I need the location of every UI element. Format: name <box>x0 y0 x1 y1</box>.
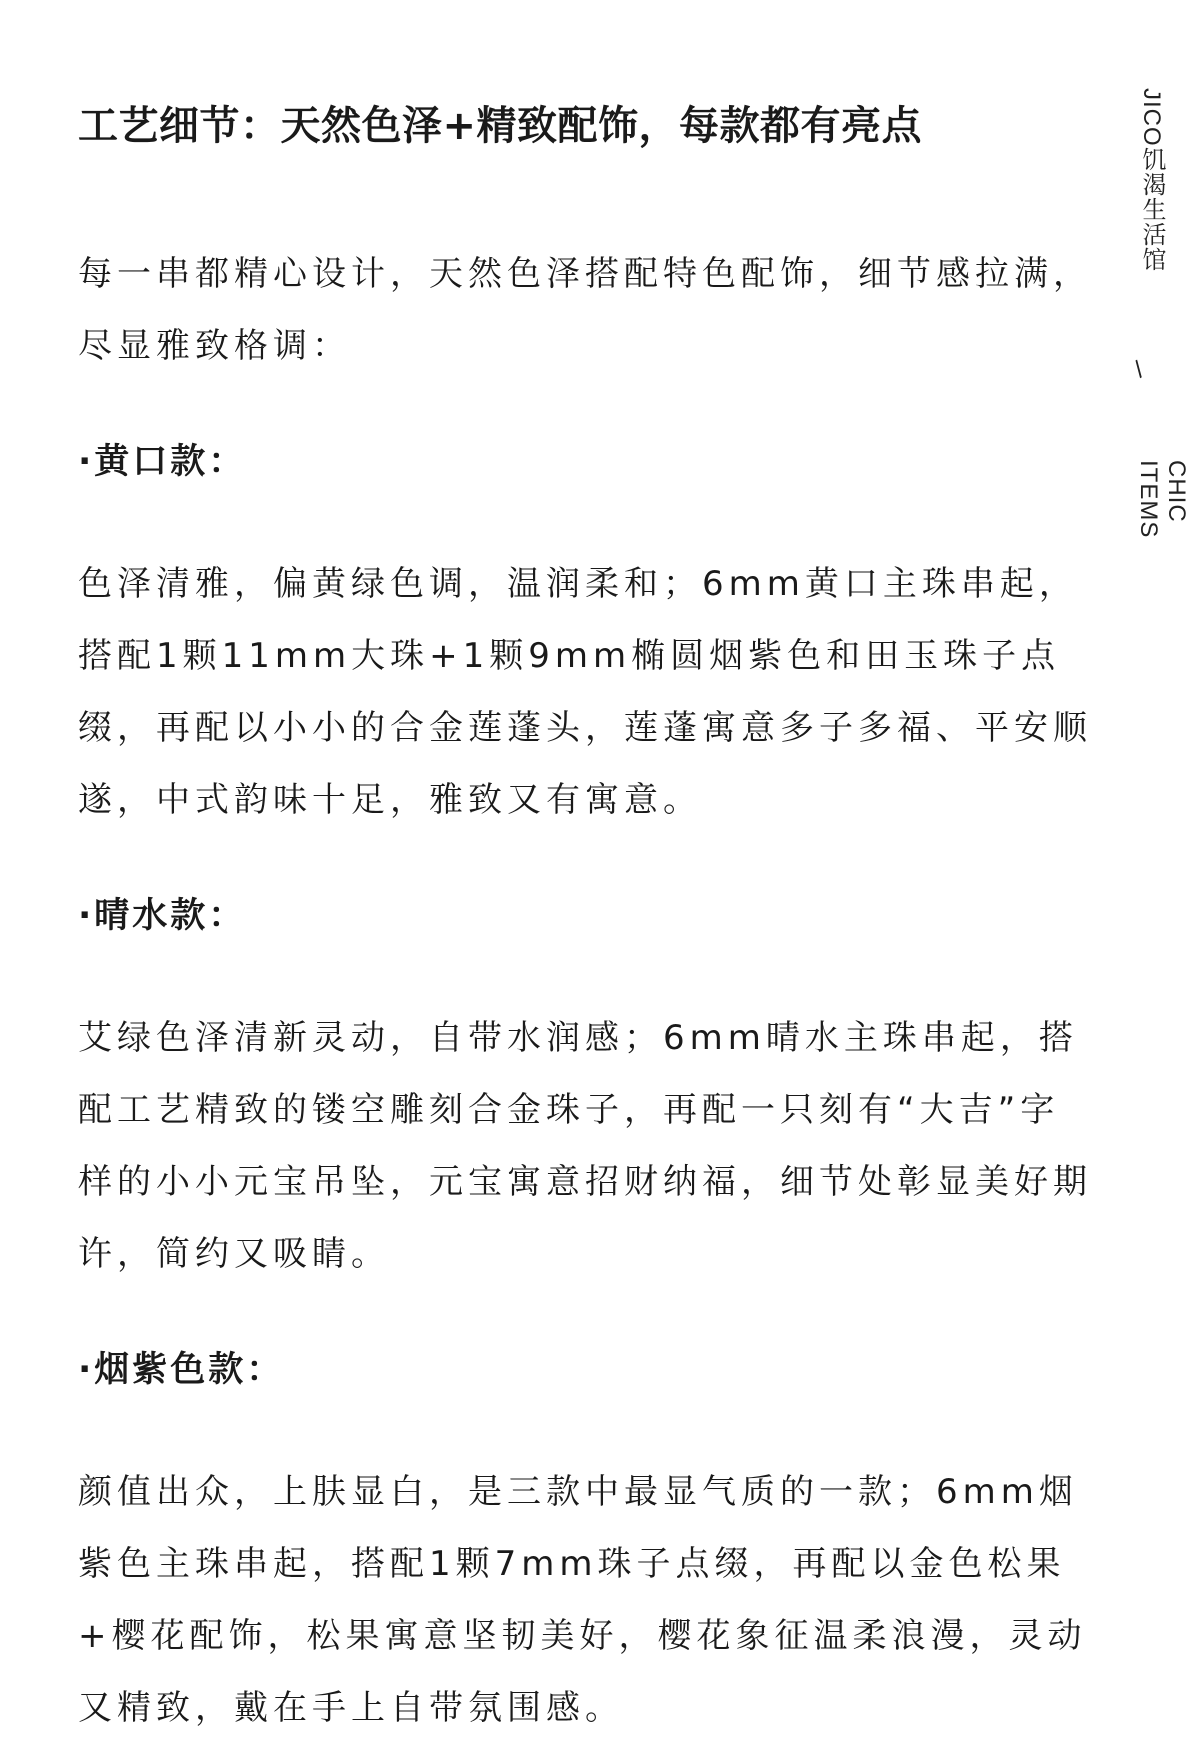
paragraph-line: +樱花配饰，松果寓意坚韧美好，樱花象征温柔浪漫，灵动 <box>78 1616 1087 1656</box>
vertical-brand-sidebar <box>1128 88 1190 608</box>
article-content <box>78 98 1118 1744</box>
section-heading: ·烟紫色款： <box>78 1350 285 1390</box>
paragraph-line: 许，简约又吸睛。 <box>78 1234 390 1274</box>
brand-tagline: CHIC ITEMS <box>1135 460 1190 539</box>
section-heading: ·黄口款： <box>78 442 247 482</box>
intro-paragraph <box>78 238 1118 382</box>
paragraph-line: 艾绿色泽清新灵动，自带水润感；6mm晴水主珠串起，搭 <box>78 1018 1078 1058</box>
paragraph-line: 配工艺精致的镂空雕刻合金珠子，再配一只刻有“大吉”字 <box>78 1090 1060 1130</box>
paragraph-line: 又精致，戴在手上自带氛围感。 <box>78 1688 624 1728</box>
section-yanzi <box>78 1342 1118 1744</box>
brand-name: JICO饥渴生活馆 <box>1138 88 1165 272</box>
paragraph-line: 色泽清雅，偏黄绿色调，温润柔和；6mm黄口主珠串起， <box>78 564 1078 604</box>
paragraph-line: 遂，中式韵味十足，雅致又有寓意。 <box>78 780 702 820</box>
paragraph-line: 颜值出众，上肤显白，是三款中最显气质的一款；6mm烟 <box>78 1472 1078 1512</box>
section-huangkou <box>78 434 1118 836</box>
paragraph-line: 紫色主珠串起，搭配1颗7mm珠子点缀，再配以金色松果 <box>78 1544 1066 1584</box>
section-qingshui <box>78 888 1118 1290</box>
section-paragraph <box>78 1456 1118 1744</box>
page-title: 工艺细节：天然色泽+精致配饰，每款都有亮点 <box>78 103 923 149</box>
section-paragraph <box>78 548 1118 836</box>
paragraph-line: 样的小小元宝吊坠，元宝寓意招财纳福，细节处彰显美好期 <box>78 1162 1092 1202</box>
paragraph-line: 搭配1颗11mm大珠+1颗9mm椭圆烟紫色和田玉珠子点 <box>78 636 1061 676</box>
sidebar-separator: / <box>1129 355 1150 384</box>
paragraph-line: 缀，再配以小小的合金莲蓬头，莲蓬寓意多子多福、平安顺 <box>78 708 1092 748</box>
intro-line: 尽显雅致格调： <box>78 326 351 366</box>
section-paragraph <box>78 1002 1118 1290</box>
section-heading: ·晴水款： <box>78 896 247 936</box>
intro-line: 每一串都精心设计，天然色泽搭配特色配饰，细节感拉满， <box>78 254 1092 294</box>
